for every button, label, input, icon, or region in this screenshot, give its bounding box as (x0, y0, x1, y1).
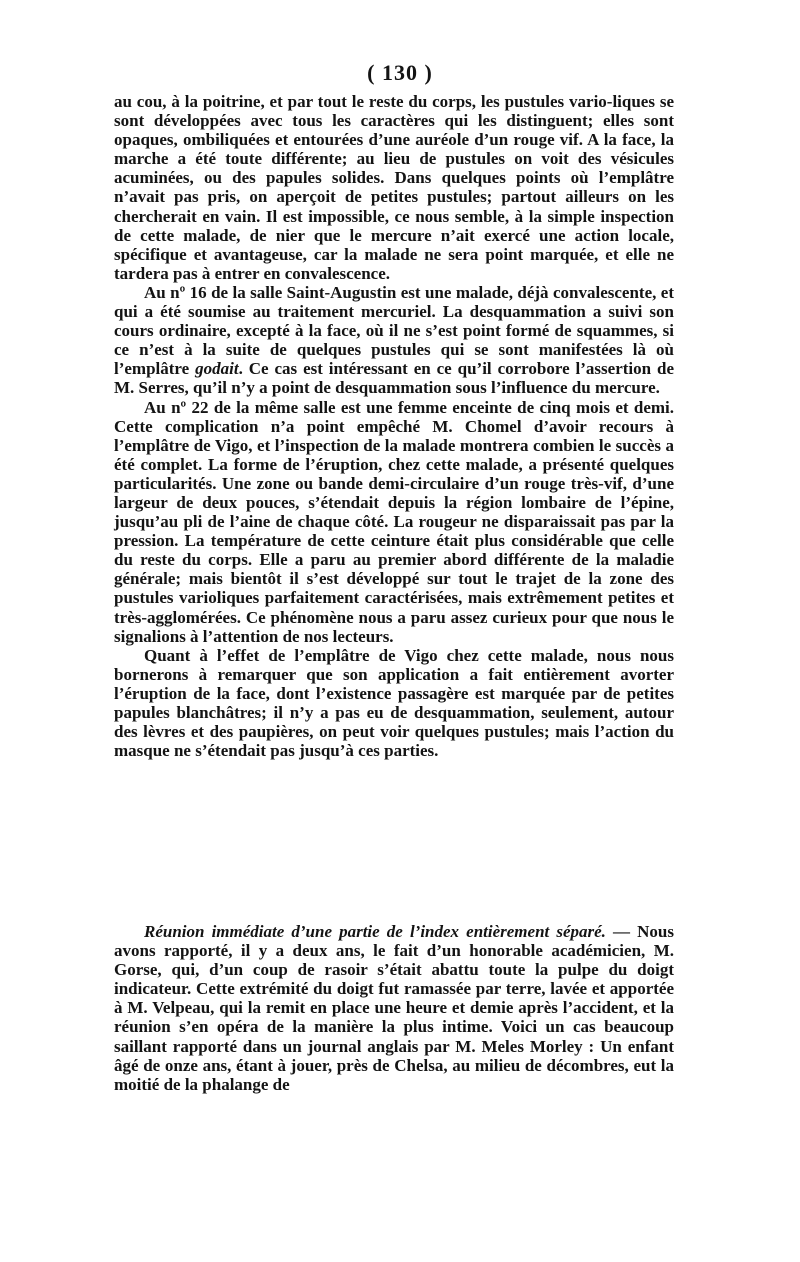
paragraph-text: . Ce cas est intéressant en ce qu’il corrobore l’assertion de M. Serres, qu’il n’y a point de desquammation sous l’influence du mercure. (114, 359, 675, 398)
paragraph-text: Au nº 16 de la salle Saint-Augustin est une malade, déjà convalescente, et qui a été soumise au traitement mercuriel. La desquammation a suivi son cours ordinaire, excepté à la face, où il ne s’est point formé de squammes, si ce n’est à la suite de quelques pustules qui se sont manifestées là où l’emplâtre (114, 282, 674, 379)
paragraph-continuation: au cou, à la poitrine, et par tout le reste du corps, les pustules vario-liques se sont développées avec tous les caractères qui les distinguent; elles sont opaques, ombiliquées et entourées d’une auréole d’un rouge vif. A la face, la marche a été toute différente; au lieu de pustules on voit des vésicules acuminées, ou des papules solides. Dans quelques points où l’emplâtre n’avait pas pris, on aperçoit de petites pustules; partout ailleurs on les chercherait en vain. Il est impossible, ce nous semble, à la simple inspection de cette malade, de nier que le mercure n’ait exercé une action locale, spécifique et avantageuse, car la malade ne sera point marquée, et elle ne tardera pas à entrer en convalescence. (114, 92, 674, 283)
paragraph-femme-enceinte: Au nº 22 de la même salle est une femme enceinte de cinq mois et demi. Cette complication n’a point empêché M. Chomel d’avoir recours à l’emplâtre de Vigo, et l’inspection de la malade montrera combien le succès a été complet. La forme de l’éruption, chez cette malade, a présenté quelques particularités. Une zone ou bande demi-circulaire d’un rouge très-vif, d’une largeur de deux pouces, s’étendait depuis la région lombaire de l’épine, jusqu’au pli de l’aine de chaque côté. La rougeur ne disparaissait pas par la pression. La température de cette ceinture était plus considérable que celle du reste du corps. Elle a paru au premier abord différente de la maladie générale; mais bientôt il s’est développé sur tout le trajet de la zone des pustules varioliques parfaitement caractérisées, mais extrêmement petites et très-agglomérées. Ce phénomène nous a paru assez curieux pour que nous le signalions à l’attention de nos lecteurs. (114, 397, 674, 646)
main-text-block (114, 92, 674, 760)
paragraph-salle-saint-augustin (114, 283, 674, 398)
section-block (114, 922, 674, 1094)
section-text: — Nous avons rapporté, il y a deux ans, le fait d’un honorable académicien, M. Gorse, qui, d’un coup de rasoir s’était abattu toute la pulpe du doigt indicateur. Cette extrémité du doigt fut ramassée par terre, lavée et apportée à M. Velpeau, qui la remit en place une heure et demie après l’accident, et la réunion s’en opéra de la manière la plus intime. Voici un cas beaucoup saillant rapporté dans un journal anglais par M. Meles Morley : Un enfant âgé de onze ans, étant à jouer, près de Chelsa, au milieu de décombres, eut la moitié de la phalange de (114, 922, 674, 1094)
emphasis-text: godait (195, 359, 239, 379)
section-paragraph (114, 922, 674, 1094)
paragraph-emplatre-vigo: Quant à l’effet de l’emplâtre de Vigo chez cette malade, nous nous bornerons à remarquer que son application a fait entièrement avorter l’éruption de la face, dont l’existence passagère est marquée par de petites papules blanchâtres; il n’y a pas eu de desquammation, seulement, autour des lèvres et des paupières, on peut voir quelques pustules; mais l’action du masque ne s’étendait pas jusqu’à ces parties. (114, 645, 674, 761)
section-title: Réunion immédiate d’une partie de l’index entièrement séparé. (144, 922, 606, 941)
page-number: ( 130 ) (367, 60, 433, 85)
